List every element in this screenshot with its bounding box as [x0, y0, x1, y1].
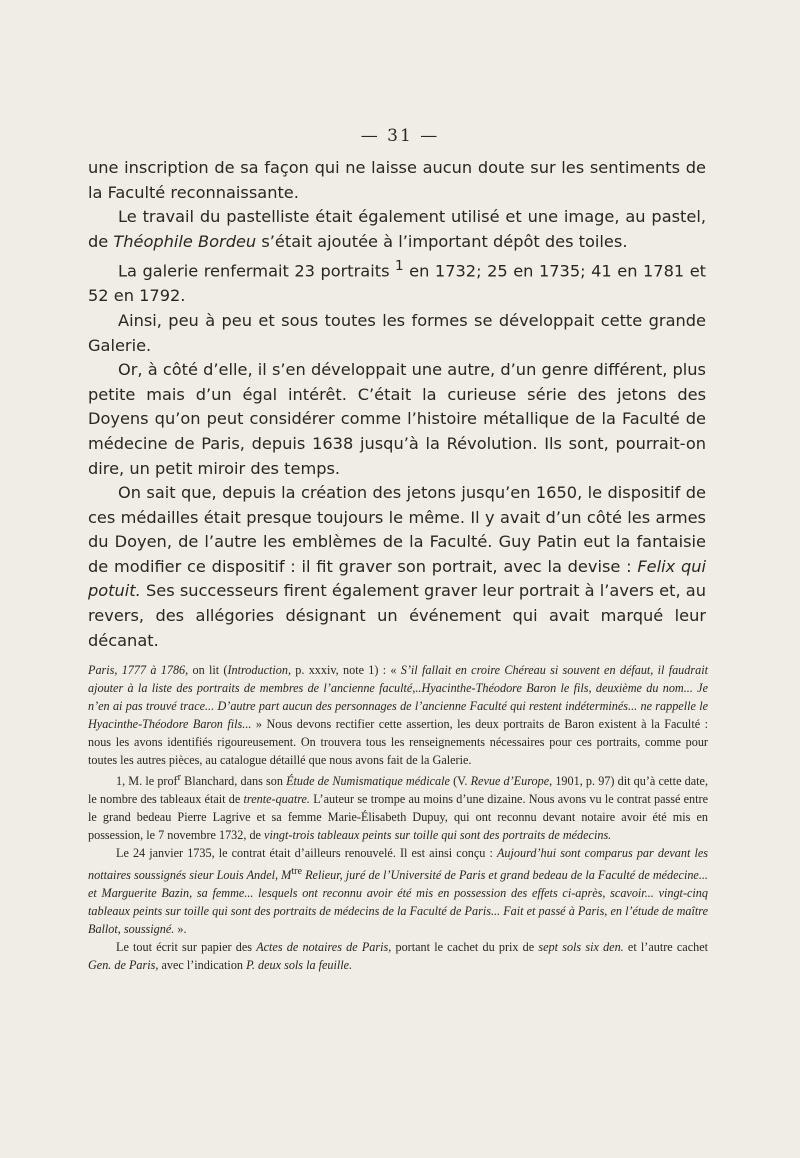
italic-span: Aujourd’hui sont comparus par devant les nottaires soussignés sieur Louis Andel, M — [88, 846, 708, 883]
paragraph — [88, 156, 706, 205]
text-span: Blanchard, dans son — [181, 774, 287, 789]
italic-span: Paris, 1777 à 1786, — [88, 663, 189, 677]
text-span: p. xxxiv, note 1) : « — [291, 663, 401, 677]
superscript: 1 — [395, 258, 404, 275]
text-span: Ses successeurs firent également graver leur portrait à l’avers et, au revers, des allégories désignant un événement qui avait marqué leur décanat. — [88, 581, 706, 650]
text-span: Or, à côté d’elle, il s’en développait une autre, d’un genre différent, plus petite mais d’un égal intérêt. C’était la curieuse série des jetons des Doyens qu’on peut considérer comme l’histoire métallique de la Faculté de médecine de Paris, depuis 1638 jusqu’à la Révolution. Ils sont, pourrait-on dire, un petit miroir des temps. — [88, 360, 706, 478]
text-span: L’auteur se trompe au moins d’une dizaine. Nous avons vu le contrat passé entre le grand bedeau Pierre Lagrive et sa femme Marie-Élisabeth Dupuy, qui ont reconnu devant notaire avoir été mis en possession, le 7 novembre 1732, de — [88, 792, 708, 843]
text-span: on lit ( — [188, 663, 228, 677]
text-span: » Nous devons rectifier cette assertion, les deux portraits de Baron existent à la Faculté : nous les avons identifiés rigoureusement. On trouvera tous les renseignements nécessaires pour ces portraits, comme pour toutes les autres pièces, au catalogue détaillé que nous avons fait de la Galerie. — [88, 716, 708, 767]
italic-span: S’il fallait en croire Chéreau si souvent en défaut, il faudrait ajouter à la liste des portraits de membres de l’ancienne faculté,..Hyacinthe-Théodore Baron le fils, deuxième du nom... Je n’en ai pas trouvé trace... D’autre part aucun des personnages de l’ancienne Faculté qui restent indéterminés... ne rappelle le Hyacinthe-Théodore Baron fils... — [88, 663, 708, 731]
italic-span: sept sols six den. — [538, 939, 624, 954]
page-number: — 31 — — [360, 126, 440, 146]
text-span: portant le cachet du prix de — [391, 939, 539, 954]
text-span: en 1732; 25 en 1735; 41 en 1781 et 52 en 1792. — [88, 261, 707, 306]
italic-span: Gen. de Paris, — [88, 957, 159, 972]
text-span: Le tout écrit sur papier des — [116, 939, 257, 954]
text-span: 1, M. le prof — [116, 774, 178, 789]
text-span: avec l’indication — [158, 957, 247, 972]
footnote — [88, 845, 708, 939]
text-span: Le 24 janvier 1735, le contrat était d’ailleurs renouvelé. Il est ainsi conçu : — [116, 846, 497, 861]
italic-span: Actes de notaires de Paris, — [256, 939, 392, 954]
paragraph — [88, 309, 706, 358]
footnote — [88, 769, 708, 845]
italic-span: Felix qui potuit. — [88, 556, 706, 601]
text-span: Ainsi, peu à peu et sous toutes les formes se développait cette grande Galerie. — [88, 310, 706, 355]
paragraph — [88, 358, 706, 481]
main-text — [88, 156, 706, 653]
italic-span: Étude de Numismatique médicale — [286, 774, 450, 789]
paragraph — [88, 205, 706, 254]
italic-span: Théophile Bordeu — [113, 231, 257, 251]
text-span: ». — [174, 921, 187, 936]
text-span: (V. — [449, 774, 471, 789]
italic-span: vingt-trois tableaux peints sur toille qui sont des portraits de médecins. — [264, 828, 612, 843]
footnote — [88, 939, 708, 975]
paragraph — [88, 481, 706, 653]
italic-span: Relieur, juré de l’Université de Paris et grand bedeau de la Faculté de médecine... et Marguerite Bazin, sa femme... lesquels ont reconnu avoir été mis en possession des effets ci-après, scavoir... vingt-cinq tableaux peints sur toille qui sont des portraits de médecins de la Faculté de Paris... Fait et passé à Paris, en l’étude de maître Ballot, soussigné. — [88, 868, 708, 936]
text-span: On sait que, depuis la création des jetons jusqu’en 1650, le dispositif de ces médailles était presque toujours le même. Il y avait d’un côté les armes du Doyen, de l’autre les emblèmes de la Faculté. Guy Patin eut la fantaisie de modifier ce dispositif : il fit graver son portrait, avec la devise : — [88, 483, 706, 576]
text-span: et l’autre cachet — [623, 939, 708, 954]
paragraph — [88, 254, 706, 309]
italic-span: P. deux sols la feuille. — [246, 957, 353, 972]
italic-span: Revue d’Europe, — [470, 774, 553, 789]
superscript: r — [177, 772, 182, 784]
text-span: La galerie renfermait 23 portraits — [118, 261, 396, 281]
superscript: tre — [291, 866, 303, 878]
text-span: une inscription de sa façon qui ne laisse aucun doute sur les sentiments de la Faculté reconnaissante. — [88, 158, 706, 202]
footnote — [88, 662, 708, 769]
text-span: s’était ajoutée à l’important dépôt des toiles. — [256, 231, 628, 251]
text-span: 1901, p. 97) dit qu’à cette date, le nombre des tableaux était de — [88, 774, 708, 807]
footnotes — [88, 662, 708, 975]
italic-span: trente-quatre. — [243, 792, 310, 807]
text-span: Le travail du pastelliste était également utilisé et une image, au pastel, de — [88, 207, 706, 251]
italic-span: Introduction, — [227, 663, 291, 677]
